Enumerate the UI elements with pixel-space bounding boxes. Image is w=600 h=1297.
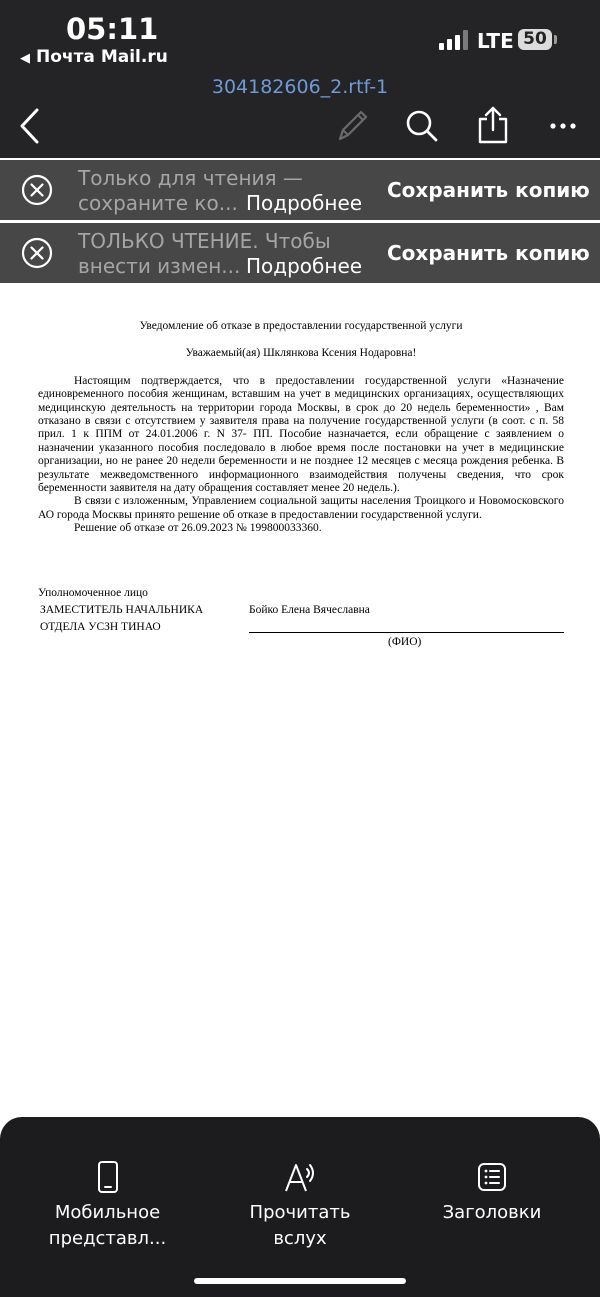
banner-message-line1: Только для чтения —: [78, 166, 303, 190]
file-title: 304182606_2.rtf-1: [211, 76, 389, 98]
position-line1: ЗАМЕСТИТЕЛЬ НАЧАЛЬНИКА: [40, 604, 204, 616]
headings-label: Заголовки: [442, 1202, 542, 1223]
read-aloud-icon: [283, 1160, 317, 1194]
document-paragraph: Настоящим подтверждается, что в предоставлении государственной услуги «Назначение единовременного пособия женщинам, вставшим на учет в медицинских организациях, осуществляющих медицинскую деятельность на территории города Москвы, в срок до 20 недель беременности» , Вам отказано в связи с отсутствием у заявителя права на получение государственной услуги (в соот. с п. 58 прил. 1 к ППМ от 24.01.2006 г. N 37- ПП. Пособие назначается, если обращение с заявлением о назначении указанного пособия последовало в любое время после постановки на учет в медицинские организации, но не ранее 20 недели беременности и не позднее 12 месяцев с месяца рождения ребенка. В результате межведомственного информационного взаимодействия получены сведения, что срок беременности заявителя на дату обращения составляет менее 20 недель.).: [38, 374, 564, 495]
top-bar: [0, 0, 600, 158]
signature-line: [249, 632, 564, 633]
close-icon[interactable]: [21, 174, 53, 206]
mobile-view-label-line2: представл...: [48, 1228, 167, 1249]
signer-name: Бойко Елена Вячеславна: [249, 604, 370, 616]
read-aloud-label-line2: вслух: [273, 1228, 327, 1249]
more-link[interactable]: Подробнее: [246, 191, 363, 215]
back-chevron-icon[interactable]: [18, 106, 42, 146]
back-app-label: Почта Mail.ru: [36, 47, 168, 67]
headings-button[interactable]: [436, 1160, 548, 1226]
list-icon: [477, 1160, 507, 1194]
battery-indicator: 50: [518, 29, 552, 50]
save-copy-button[interactable]: Сохранить копию: [387, 178, 590, 202]
document-title: Уведомление об отказе в предоставлении государственной услуги: [139, 320, 463, 332]
document-greeting: Уважаемый(ая) Шклянкова Ксения Нодаровна!: [185, 347, 417, 360]
signal-strength-icon: [439, 30, 469, 50]
banner-message-line1: ТОЛЬКО ЧТЕНИЕ. Чтобы: [78, 229, 331, 253]
banner-message: [78, 166, 303, 216]
read-only-banner-2: [0, 223, 600, 283]
read-aloud-label-line1: Прочитать: [249, 1202, 351, 1223]
banner-message-line2: внести измен...: [78, 254, 241, 278]
document-paragraph: Решение об отказе от 26.09.2023 № 199800033360.: [74, 522, 322, 535]
home-indicator[interactable]: [194, 1278, 406, 1284]
network-type: LTE: [477, 29, 514, 53]
read-only-banner: [0, 160, 600, 220]
authority-label: Уполномоченное лицо: [38, 587, 148, 599]
close-icon[interactable]: [21, 237, 53, 269]
back-triangle-icon: ◀: [20, 51, 30, 66]
phone-icon: [96, 1160, 120, 1194]
more-icon[interactable]: [548, 106, 578, 146]
position-line2: ОТДЕЛА УСЗН ТИНАО: [40, 621, 161, 633]
document-body: [38, 320, 564, 536]
banner-message-line2: сохраните ко...: [78, 191, 238, 215]
document-paragraph: В связи с изложенным, Управлением социальной защиты населения Троицкого и Новомосковского АО города Москвы принято решение об отказе в предоставлении государственной услуги.: [38, 495, 564, 521]
mobile-view-label-line1: Мобильное: [54, 1202, 161, 1223]
read-aloud-button[interactable]: [235, 1160, 365, 1252]
pencil-icon[interactable]: [334, 106, 370, 146]
back-to-app-link[interactable]: [20, 47, 168, 67]
share-icon[interactable]: [476, 104, 510, 146]
search-icon[interactable]: [404, 106, 440, 146]
mobile-view-button[interactable]: [40, 1160, 175, 1252]
fio-label: (ФИО): [388, 636, 422, 648]
status-time: 05:11: [66, 12, 159, 46]
battery-nub: [554, 35, 557, 44]
save-copy-button[interactable]: Сохранить копию: [387, 241, 590, 265]
more-link[interactable]: Подробнее: [246, 254, 363, 278]
